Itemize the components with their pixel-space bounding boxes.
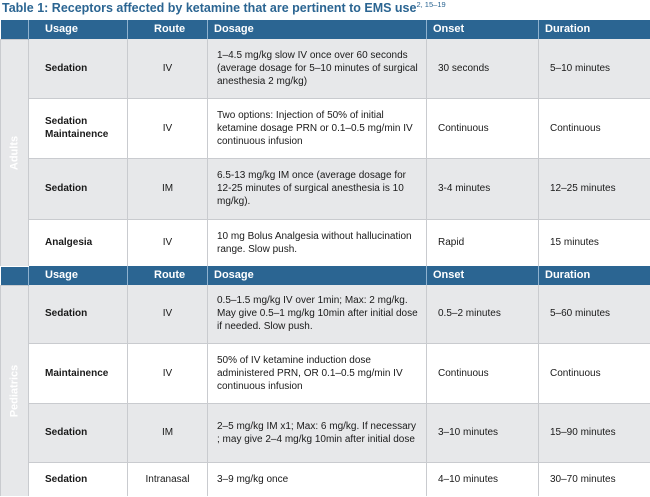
cell-usage: Maintainence bbox=[29, 343, 128, 403]
cell-duration: Continuous bbox=[539, 98, 650, 158]
cell-usage: Sedation Maintainence bbox=[29, 98, 128, 158]
cell-onset: Rapid bbox=[427, 219, 539, 266]
cell-onset: Continuous bbox=[427, 98, 539, 158]
cell-duration: 5–10 minutes bbox=[539, 39, 650, 98]
ketamine-dosage-table bbox=[0, 20, 650, 497]
header-onset: Onset bbox=[427, 266, 539, 285]
cell-duration: 15–90 minutes bbox=[539, 403, 650, 462]
cell-onset: 4–10 minutes bbox=[427, 462, 539, 496]
cell-dosage: 0.5–1.5 mg/kg IV over 1min; Max: 2 mg/kg. May give 0.5–1 mg/kg 10min after initial dose if needed. Slow push. bbox=[208, 285, 427, 343]
header-row-adults bbox=[1, 20, 650, 39]
header-onset: Onset bbox=[427, 20, 539, 39]
table-title-text: Receptors affected by ketamine that are pertinent to EMS use bbox=[48, 1, 417, 15]
table-row bbox=[1, 39, 650, 98]
header-route: Route bbox=[128, 20, 208, 39]
header-duration: Duration bbox=[539, 20, 650, 39]
cell-route: IV bbox=[128, 98, 208, 158]
cell-onset: 3-4 minutes bbox=[427, 158, 539, 219]
cell-dosage: 6.5-13 mg/kg IM once (average dosage for 12-25 minutes of surgical anesthesia is 10 mg/kg). bbox=[208, 158, 427, 219]
group-label-adults: Adults bbox=[8, 135, 20, 170]
cell-duration: 15 minutes bbox=[539, 219, 650, 266]
header-dosage: Dosage bbox=[208, 20, 427, 39]
table-title bbox=[0, 0, 650, 20]
cell-dosage: Two options: Injection of 50% of initial ketamine dosage PRN or 0.1–0.5 mg/min IV continuous infusion bbox=[208, 98, 427, 158]
table-row bbox=[1, 285, 650, 343]
cell-usage: Sedation bbox=[29, 39, 128, 98]
group-pediatrics bbox=[1, 285, 29, 496]
cell-route: IV bbox=[128, 343, 208, 403]
cell-onset: 30 seconds bbox=[427, 39, 539, 98]
table-title-label: Table 1: bbox=[2, 1, 49, 15]
cell-route: Intranasal bbox=[128, 462, 208, 496]
header-row-pediatrics bbox=[1, 266, 650, 285]
cell-duration: 30–70 minutes bbox=[539, 462, 650, 496]
cell-onset: 0.5–2 minutes bbox=[427, 285, 539, 343]
cell-dosage: 10 mg Bolus Analgesia without hallucination range. Slow push. bbox=[208, 219, 427, 266]
cell-usage: Sedation bbox=[29, 403, 128, 462]
cell-onset: Continuous bbox=[427, 343, 539, 403]
cell-route: IV bbox=[128, 219, 208, 266]
table-row bbox=[1, 98, 650, 158]
group-label-pediatrics: Pediatrics bbox=[8, 364, 20, 417]
cell-usage: Analgesia bbox=[29, 219, 128, 266]
table-row bbox=[1, 403, 650, 462]
cell-dosage: 3–9 mg/kg once bbox=[208, 462, 427, 496]
header-usage: Usage bbox=[29, 20, 128, 39]
table-row bbox=[1, 158, 650, 219]
table-row bbox=[1, 462, 650, 496]
cell-dosage: 2–5 mg/kg IM x1; Max: 6 mg/kg. If necessary ; may give 2–4 mg/kg 10min after initial dose bbox=[208, 403, 427, 462]
cell-dosage: 50% of IV ketamine induction dose administered PRN, OR 0.1–0.5 mg/min IV continuous infusion bbox=[208, 343, 427, 403]
cell-route: IM bbox=[128, 158, 208, 219]
cell-route: IV bbox=[128, 39, 208, 98]
cell-usage: Sedation bbox=[29, 462, 128, 496]
table-row bbox=[1, 219, 650, 266]
cell-dosage: 1–4.5 mg/kg slow IV once over 60 seconds (average dosage for 5–10 minutes of surgical anesthesia 2 mg/kg) bbox=[208, 39, 427, 98]
cell-onset: 3–10 minutes bbox=[427, 403, 539, 462]
cell-duration: 5–60 minutes bbox=[539, 285, 650, 343]
cell-duration: 12–25 minutes bbox=[539, 158, 650, 219]
cell-usage: Sedation bbox=[29, 285, 128, 343]
header-duration: Duration bbox=[539, 266, 650, 285]
table-row bbox=[1, 343, 650, 403]
header-usage: Usage bbox=[29, 266, 128, 285]
table-title-refs: 2, 15–19 bbox=[416, 0, 446, 9]
header-route: Route bbox=[128, 266, 208, 285]
group-adults bbox=[1, 39, 29, 266]
cell-route: IM bbox=[128, 403, 208, 462]
cell-route: IV bbox=[128, 285, 208, 343]
header-dosage: Dosage bbox=[208, 266, 427, 285]
cell-duration: Continuous bbox=[539, 343, 650, 403]
cell-usage: Sedation bbox=[29, 158, 128, 219]
